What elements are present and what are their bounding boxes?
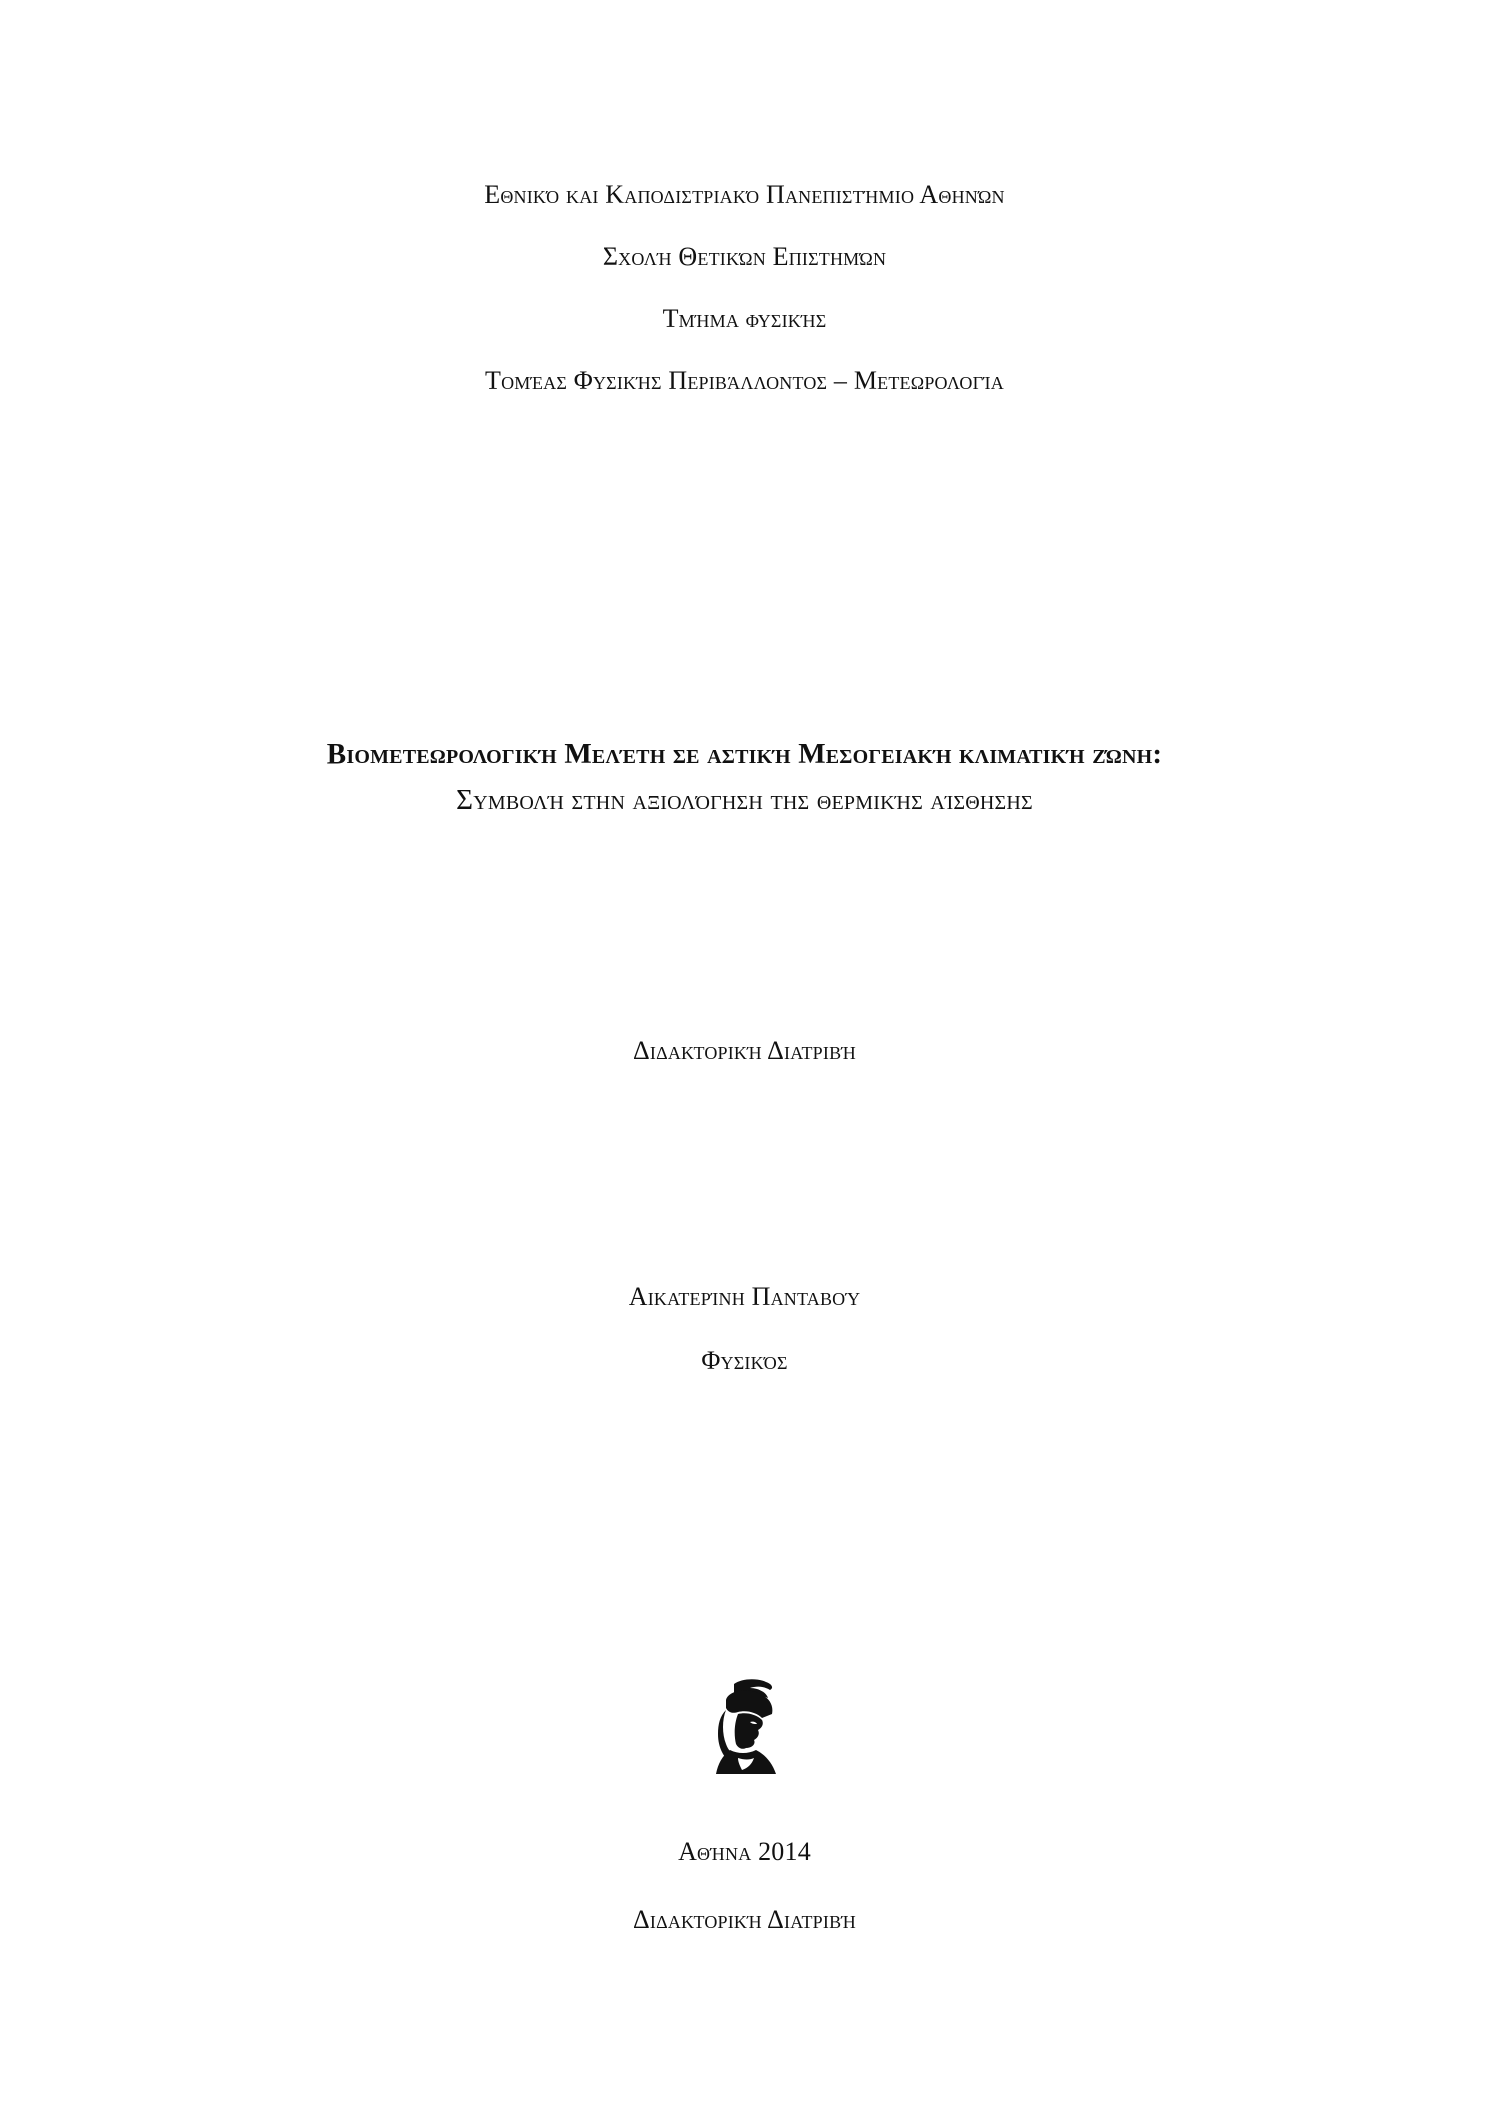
- footer-label: Διδακτορική Διατριβή: [632, 1905, 857, 1934]
- author-name: Αικατερίνη Πανταβού: [628, 1282, 861, 1311]
- department-name: Τμήμα φυσικής: [662, 304, 827, 333]
- university-name: Εθνικό και Καποδιστριακό Πανεπιστήμιο Αθηνών: [484, 180, 1005, 209]
- thesis-subtitle: Συμβολή στην αξιολόγηση της θερμικής αίσθησης: [456, 784, 1033, 816]
- thesis-title: Βιομετεωρολογική Μελέτη σε αστική Μεσογειακή κλιματική ζώνη:: [326, 738, 1163, 770]
- school-name: Σχολή Θετικών Επιστημών: [602, 242, 887, 271]
- author-profession: Φυσικός: [701, 1346, 788, 1375]
- sector-name: Τομέας Φυσικής Περιβάλλοντος – Μετεωρολογία: [485, 366, 1004, 395]
- athena-head-emblem-icon: [712, 1678, 794, 1778]
- place-year: Αθήνα 2014: [678, 1837, 811, 1866]
- thesis-type: Διδακτορική Διατριβή: [632, 1036, 857, 1065]
